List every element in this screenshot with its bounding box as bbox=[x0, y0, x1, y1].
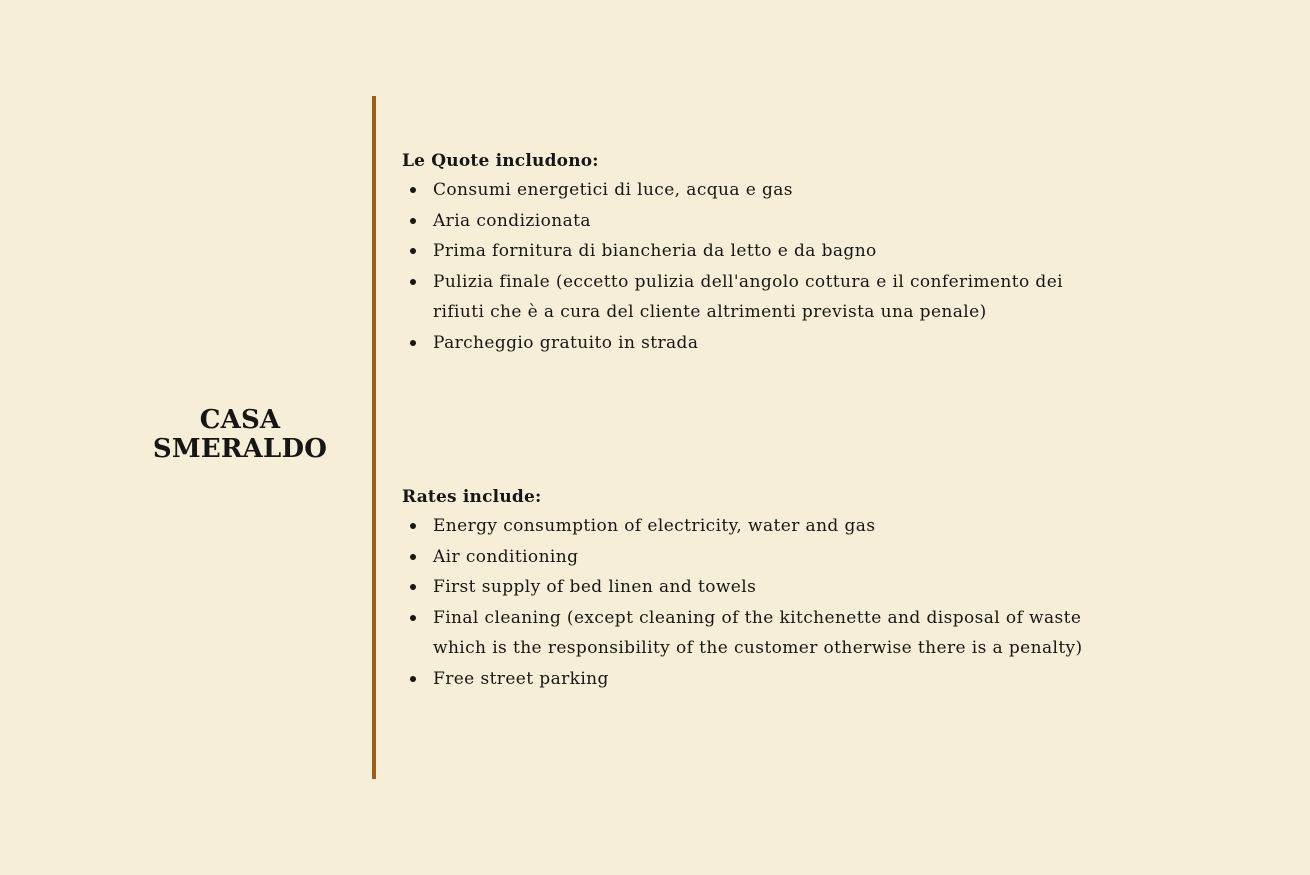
list-item-text: Free street parking bbox=[433, 668, 609, 689]
bullet-icon bbox=[410, 523, 416, 529]
bullet-icon bbox=[410, 615, 416, 621]
bullet-icon bbox=[410, 218, 416, 224]
list-item bbox=[402, 572, 1092, 603]
bullet-icon bbox=[410, 584, 416, 590]
brand-title bbox=[120, 406, 360, 464]
italian-list bbox=[402, 175, 1092, 359]
list-item bbox=[402, 236, 1092, 267]
list-item bbox=[402, 664, 1092, 695]
list-item bbox=[402, 267, 1092, 328]
list-item-text: Energy consumption of electricity, water and gas bbox=[433, 516, 876, 536]
english-list bbox=[402, 511, 1092, 695]
list-item-text: Aria condizionata bbox=[433, 210, 591, 231]
english-heading: Rates include: bbox=[402, 487, 542, 507]
english-section bbox=[402, 483, 1092, 695]
list-item bbox=[402, 603, 1092, 664]
brand-title-line-1: CASA bbox=[199, 405, 281, 435]
list-item-text: Pulizia finale (eccetto pulizia dell'angolo cottura e il conferimento dei rifiuti che è a cura del cliente altrimenti prevista una penale) bbox=[433, 271, 1063, 323]
list-item bbox=[402, 328, 1092, 359]
list-item bbox=[402, 542, 1092, 573]
list-item-text: Prima fornitura di biancheria da letto e da bagno bbox=[433, 241, 877, 262]
vertical-divider bbox=[372, 96, 376, 779]
bullet-icon bbox=[410, 248, 416, 254]
bullet-icon bbox=[410, 676, 416, 682]
list-item-text: Air conditioning bbox=[433, 546, 579, 567]
bullet-icon bbox=[410, 554, 416, 560]
list-item bbox=[402, 511, 1092, 542]
bullet-icon bbox=[410, 340, 416, 346]
list-item bbox=[402, 175, 1092, 206]
list-item-text: Consumi energetici di luce, acqua e gas bbox=[433, 180, 793, 200]
bullet-icon bbox=[410, 187, 416, 193]
brand-title-line-2: SMERALDO bbox=[152, 434, 328, 464]
list-item-text: Parcheggio gratuito in strada bbox=[433, 332, 699, 353]
italian-heading: Le Quote includono: bbox=[402, 151, 599, 171]
list-item bbox=[402, 206, 1092, 237]
bullet-icon bbox=[410, 279, 416, 285]
italian-section bbox=[402, 147, 1092, 359]
list-item-text: Final cleaning (except cleaning of the kitchenette and disposal of waste which is the responsibility of the customer otherwise there is a penalty) bbox=[433, 607, 1083, 659]
list-item-text: First supply of bed linen and towels bbox=[433, 577, 757, 598]
